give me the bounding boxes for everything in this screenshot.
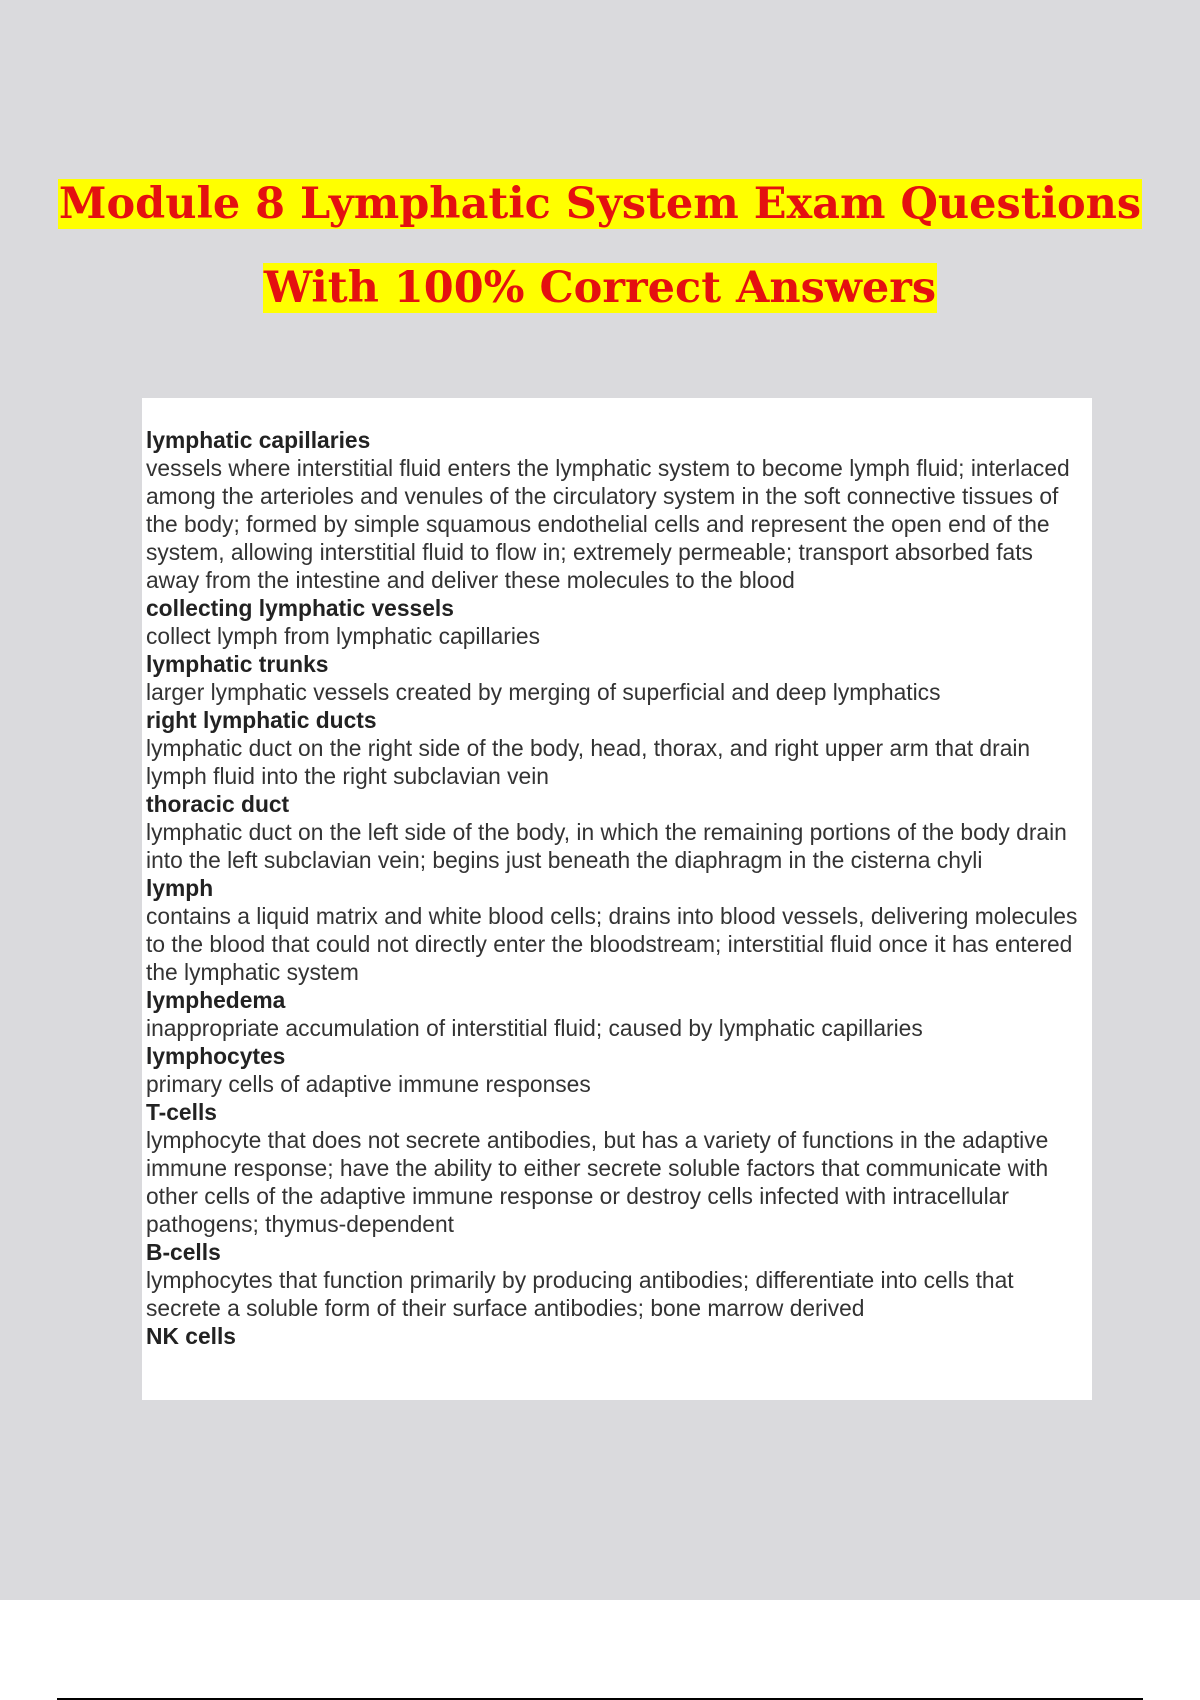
term-b-cells: B-cells [146,1239,221,1265]
term-lymphatic-trunks: lymphatic trunks [146,651,329,677]
term-collecting-lymphatic-vessels: collecting lymphatic vessels [146,595,454,621]
term-lymphatic-capillaries: lymphatic capillaries [146,427,371,453]
definition-collecting-lymphatic-vessels: collect lymph from lymphatic capillaries [146,623,541,649]
definition-lymphatic-capillaries: vessels where interstitial fluid enters the lymphatic system to become lymph fluid; interlaced among the arterioles and venules of the circulatory system in the soft connective tissues of the body; formed by simple squamous endothelial cells and represent the open end of the system, allowing interstitial fluid to flow in; extremely permeable; transport absorbed fats away from the intestine and deliver these molecules to the blood [146,455,1070,593]
term-lymph: lymph [146,875,214,901]
definition-lymphocytes: primary cells of adaptive immune responses [146,1071,591,1097]
title-line-1: Module 8 Lymphatic System Exam Questions [58,179,1142,229]
term-lymphedema: lymphedema [146,987,286,1013]
term-lymphocytes: lymphocytes [146,1043,286,1069]
term-thoracic-duct: thoracic duct [146,791,290,817]
definition-right-lymphatic-ducts: lymphatic duct on the right side of the body, head, thorax, and right upper arm that drain lymph fluid into the right subclavian vein [146,735,1031,789]
definition-thoracic-duct: lymphatic duct on the left side of the body, in which the remaining portions of the body drain into the left subclavian vein; begins just beneath the diaphragm in the cisterna chyli [146,819,1067,873]
definition-lymphatic-trunks: larger lymphatic vessels created by merging of superficial and deep lymphatics [146,679,941,705]
term-right-lymphatic-ducts: right lymphatic ducts [146,707,377,733]
flashcard-list [142,398,1092,1400]
page-title [0,162,1200,330]
definition-lymphedema: inappropriate accumulation of interstitial fluid; caused by lymphatic capillaries [146,1015,923,1041]
term-t-cells: T-cells [146,1099,217,1125]
definition-t-cells: lymphocyte that does not secrete antibodies, but has a variety of functions in the adaptive immune response; have the ability to either secrete soluble factors that communicate with other cells of the adaptive immune response or destroy cells infected with intracellular pathogens; thymus-dependent [146,1127,1049,1237]
definition-b-cells: lymphocytes that function primarily by producing antibodies; differentiate into cells that secrete a soluble form of their surface antibodies; bone marrow derived [146,1267,1014,1321]
title-line-2: With 100% Correct Answers [263,263,937,313]
term-nk-cells: NK cells [146,1323,236,1349]
definition-lymph: contains a liquid matrix and white blood cells; drains into blood vessels, delivering molecules to the blood that could not directly enter the bloodstream; interstitial fluid once it has entered the lymphatic system [146,903,1078,985]
